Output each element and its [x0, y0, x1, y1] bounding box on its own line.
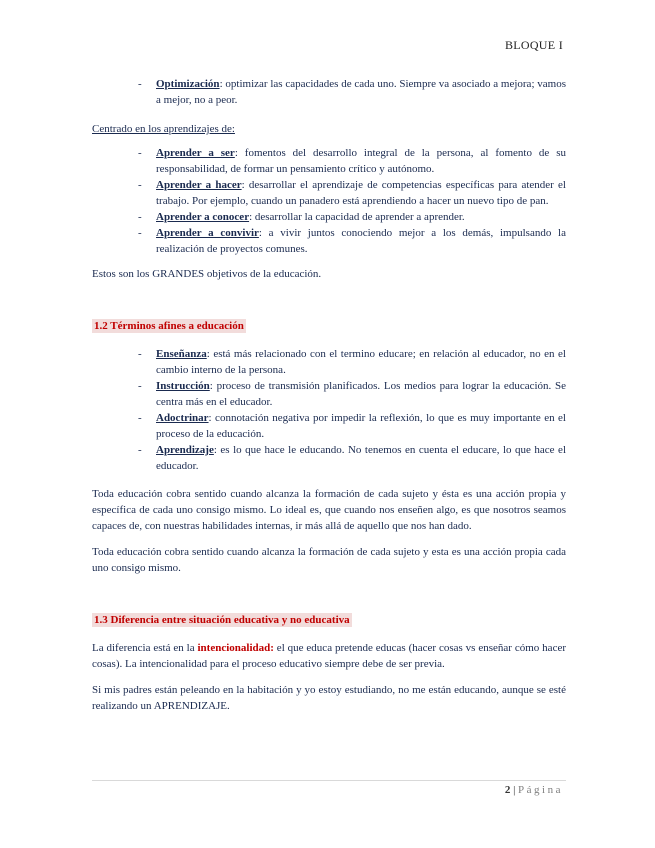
- footer-separator: |: [513, 784, 516, 796]
- text-run: el que educa pretende educas (hacer cosas vs enseñar cómo hacer cosas). La intencionalidad para el proceso educativo siempre debe de ser previa.: [92, 642, 566, 670]
- term: Instrucción: [156, 380, 210, 392]
- term: Aprendizaje: [156, 444, 214, 456]
- list-item: - Aprender a hacer: desarrollar el aprendizaje de competencias específicas para atender el trabajo. Por ejemplo, cuando un panadero está aprendiendo a hacer un nuevo tipo de pan.: [138, 179, 566, 207]
- definition: : está más relacionado con el termino educare; en relación al educador, no en el cambio interno de la persona.: [156, 348, 566, 376]
- term: Aprender a convivir: [156, 227, 259, 239]
- term: Aprender a conocer: [156, 211, 250, 223]
- terms-bullet-list: [92, 346, 566, 474]
- definition: : connotación negativa por impedir la reflexión, lo que es muy importante en el proceso de la educación.: [156, 412, 566, 440]
- paragraph: Si mis padres están peleando en la habitación y yo estoy estudiando, no me están educando, aunque se esté realizando un APRENDIZAJE.: [92, 684, 566, 712]
- section-heading: 1.2 Términos afines a educación: [94, 320, 244, 332]
- definition: : desarrollar el aprendizaje de competencias específicas para atender el trabajo. Por ejemplo, cuando un panadero está aprendiendo a hacer un nuevo tipo de pan.: [156, 179, 566, 207]
- list-item: - Aprender a convivir: a vivir juntos conociendo mejor a los demás, impulsando la realización de proyectos comunes.: [138, 227, 566, 255]
- definition: : es lo que hace le educando. No tenemos en cuenta el educare, lo que hace el educador.: [156, 444, 566, 472]
- definition: : a vivir juntos conociendo mejor a los demás, impulsando la realización de proyectos comunes.: [156, 227, 566, 255]
- list-item: - Aprender a conocer: desarrollar la capacidad de aprender a aprender.: [138, 211, 465, 223]
- term: Aprender a hacer: [156, 179, 242, 191]
- section-12: [92, 316, 566, 576]
- definition: : desarrollar la capacidad de aprender a aprender.: [249, 211, 465, 223]
- list-item: - Aprendizaje: es lo que hace le educando. No tenemos en cuenta el educare, lo que hace el educador.: [138, 444, 566, 472]
- page-number: 2: [504, 784, 511, 796]
- footer-divider: [92, 780, 566, 781]
- list-item: - Adoctrinar: connotación negativa por impedir la reflexión, lo que es muy importante en el proceso de la educación.: [138, 412, 566, 440]
- term: Optimización: [156, 78, 220, 90]
- definition: : proceso de transmisión planificados. Los medios para lograr la educación. Se centra más en el educador.: [156, 380, 566, 408]
- paragraph: Toda educación cobra sentido cuando alcanza la formación de cada sujeto y esta es una acción propia cada uno consigo mismo.: [92, 546, 566, 574]
- paragraph: [92, 640, 566, 672]
- header-title: BLOQUE I: [504, 38, 563, 52]
- definition: : optimizar las capacidades de cada uno. Siempre va asociado a mejora; vamos a mejor, no a peor.: [156, 78, 566, 106]
- definition: : fomentos del desarrollo integral de la persona, al fomento de su responsabilidad, de formar un pensamiento crítico y autónomo.: [156, 147, 566, 175]
- list-item: - Optimización: optimizar las capacidades de cada uno. Siempre va asociado a mejora; vamos a mejor, no a peor.: [138, 78, 566, 106]
- paragraph: Toda educación cobra sentido cuando alcanza la formación de cada sujeto y ésta es una acción propia y específica de cada uno consigo mismo. Lo ideal es, que cuando nos enseñen algo, es que nosotros seamos capaces de, con nuestras habilidades internas, ir más allá de aquello que nos han dado.: [92, 488, 566, 532]
- page-label: Página: [518, 784, 563, 796]
- text-run: La diferencia está en la: [92, 642, 198, 654]
- list-item: - Enseñanza: está más relacionado con el termino educare; en relación al educador, no en el cambio interno de la persona.: [138, 348, 566, 376]
- document-body: [92, 76, 566, 714]
- section-heading: 1.3 Diferencia entre situación educativa y no educativa: [94, 614, 350, 626]
- page-footer: [505, 784, 563, 796]
- list-item: - Instrucción: proceso de transmisión planificados. Los medios para lograr la educación. Se centra más en el educador.: [138, 380, 566, 408]
- term: Adoctrinar: [156, 412, 209, 424]
- term: Enseñanza: [156, 348, 207, 360]
- top-bullet-list: [92, 76, 566, 108]
- term: Aprender a ser: [156, 147, 235, 159]
- highlight-term: intencionalidad:: [197, 642, 274, 654]
- grandes-paragraph: Estos son los GRANDES objetivos de la educación.: [92, 268, 322, 280]
- section-13: [92, 610, 566, 714]
- learning-bullet-list: [92, 145, 566, 257]
- learning-intro: Centrado en los aprendizajes de:: [92, 123, 235, 135]
- list-item: - Aprender a ser: fomentos del desarrollo integral de la persona, al fomento de su responsabilidad, de formar un pensamiento crítico y autónomo.: [138, 147, 566, 175]
